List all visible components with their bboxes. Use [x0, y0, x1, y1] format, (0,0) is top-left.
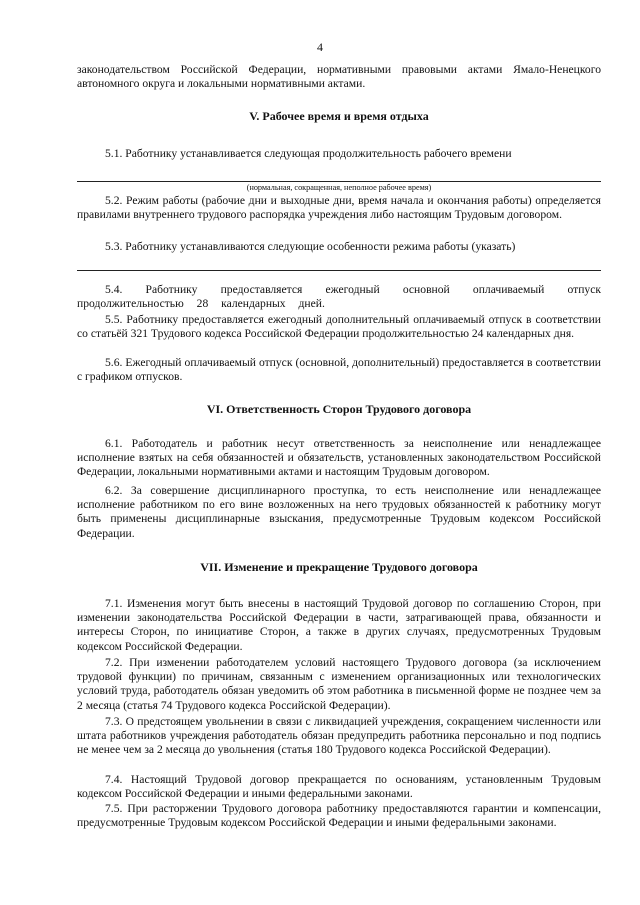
fill-in-line-5-3 — [77, 270, 601, 271]
paragraph-7-4: 7.4. Настоящий Трудовой договор прекращается по основаниям, установленным Трудовым кодексом Российской Федерации и иными федеральными законами. — [77, 773, 601, 801]
intro-tail-paragraph: законодательством Российской Федерации, нормативными правовыми актами Ямало-Ненецкого автономного округа и локальными нормативными актами. — [77, 63, 601, 91]
paragraph-5-2: 5.2. Режим работы (рабочие дни и выходные дни, время начала и окончания работы) определяется правилами внутреннего трудового распорядка учреждения либо настоящим Трудовым договором. — [77, 194, 601, 222]
paragraph-5-6: 5.6. Ежегодный оплачиваемый отпуск (основной, дополнительный) предоставляется в соответствии с графиком отпусков. — [77, 356, 601, 384]
paragraph-5-1: 5.1. Работнику устанавливается следующая продолжительность рабочего времени — [105, 147, 512, 160]
fill-in-line-5-1 — [77, 181, 601, 182]
paragraph-7-1: 7.1. Изменения могут быть внесены в настоящий Трудовой договор по соглашению Сторон, при изменении законодательства Российской Федерации в части, затрагивающей права, обязанности и интересы Сторон, по инициативе Сторон, а также в других случаях, предусмотренных Трудовым кодексом Российской Федерации. — [77, 597, 601, 653]
paragraph-5-1-hint: (нормальная, сокращенная, неполное рабочее время) — [246, 183, 432, 192]
section-7-heading: VII. Изменение и прекращение Трудового договора — [200, 560, 478, 574]
paragraph-5-3: 5.3. Работнику устанавливаются следующие особенности режима работы (указать) — [105, 240, 516, 253]
paragraph-7-2: 7.2. При изменении работодателем условий настоящего Трудового договора (за исключением трудовой функции) по причинам, связанным с изменением организационных или технологических условий труда, работодатель обязан уведомить об этом работника в письменной форме не позднее чем за 2 месяца (статья 74 Трудового кодекса Российской Федерации). — [77, 656, 601, 712]
section-5-heading: V. Рабочее время и время отдыха — [249, 109, 429, 123]
paragraph-5-5: 5.5. Работнику предоставляется ежегодный дополнительный оплачиваемый отпуск в соответствии со статьёй 321 Трудового кодекса Российской Федерации продолжительностью 24 календарных дня. — [77, 313, 601, 341]
paragraph-6-1: 6.1. Работодатель и работник несут ответственность за неисполнение или ненадлежащее исполнение взятых на себя обязанностей и обязательств, установленных законодательством Российской Федерации, локальными нормативными актами и настоящим Трудовым договором. — [77, 437, 601, 479]
paragraph-5-4: 5.4. Работнику предоставляется ежегодный основной оплачиваемый отпуск продолжительностью 28 календарных дней. — [77, 283, 601, 311]
paragraph-6-2: 6.2. За совершение дисциплинарного проступка, то есть неисполнение или ненадлежащее исполнение работником по его вине возложенных на него трудовых обязанностей к работнику могут быть применены дисциплинарные взыскания, предусмотренные Трудовым кодексом Российской Федерации. — [77, 484, 601, 540]
page-number: 4 — [317, 40, 323, 54]
section-6-heading: VI. Ответственность Сторон Трудового договора — [206, 402, 472, 416]
paragraph-7-3: 7.3. О предстоящем увольнении в связи с ликвидацией учреждения, сокращением численности или штата работников учреждения работодатель обязан предупредить работника персонально и под подпись не менее чем за 2 месяца до увольнения (статья 180 Трудового кодекса Российской Федерации). — [77, 715, 601, 757]
paragraph-7-5: 7.5. При расторжении Трудового договора работнику предоставляются гарантии и компенсации, предусмотренные Трудовым кодексом Российской Федерации и иными федеральными законами. — [77, 802, 601, 830]
